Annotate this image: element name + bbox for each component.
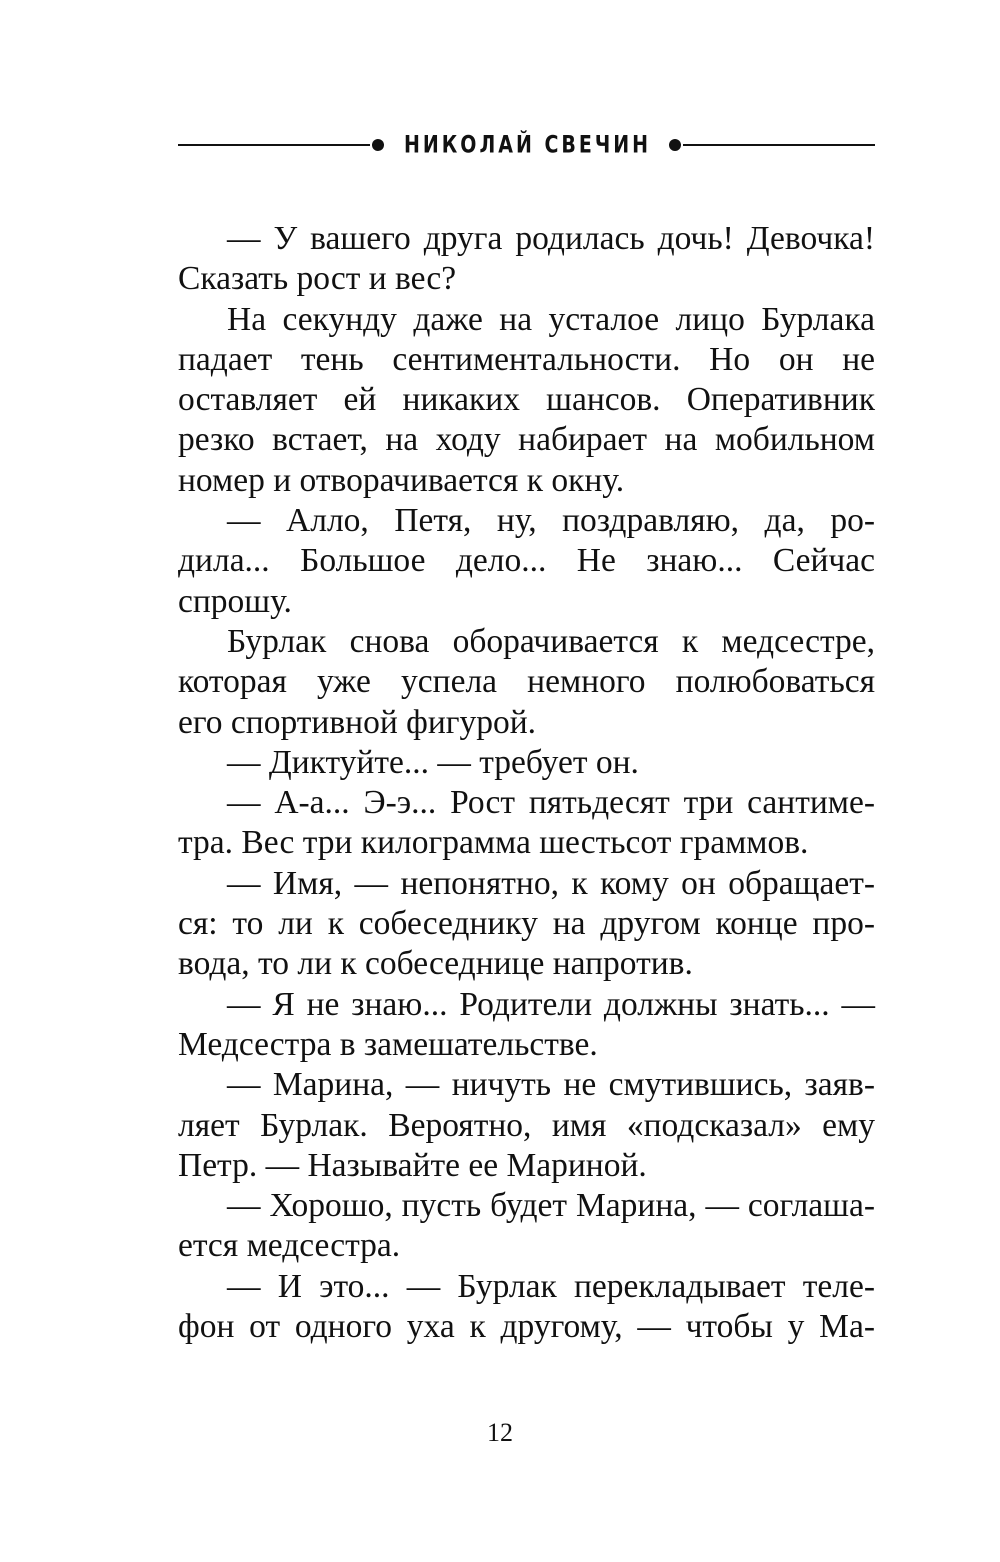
header-rule-right [683, 144, 875, 146]
text-line: — Хорошо, пусть будет Марина, — соглаша- [227, 1187, 875, 1225]
text-line: — Марина, — ничуть не смутившись, заяв- [227, 1066, 875, 1104]
header-rule-left [178, 144, 370, 146]
text-line: ляет Бурлак. Вероятно, имя «подсказал» ему [178, 1106, 875, 1144]
text-line: дила... Большое дело... Не знаю... Сейчас [178, 542, 875, 580]
text-line: — Имя, — непонятно, к кому он обращает- [227, 864, 875, 902]
text-line: спрошу. [178, 582, 292, 620]
running-header [178, 127, 875, 163]
header-bullet-left [372, 139, 384, 151]
page-number: 12 [487, 1418, 513, 1447]
text-line: На секунду даже на усталое лицо Бурлака [227, 300, 875, 338]
text-line: ется медсестра. [178, 1227, 401, 1265]
text-line: резко встает, на ходу набирает на мобильном [178, 421, 875, 459]
text-line: его спортивной фигурой. [178, 703, 537, 741]
text-line: которая уже успела немного полюбоваться [178, 663, 875, 701]
text-line: Бурлак снова оборачивается к медсестре, [227, 622, 875, 660]
text-line: Сказать рост и вес? [178, 260, 457, 298]
running-header-author: НИКОЛАЙ СВЕЧИН [403, 131, 652, 159]
text-line: тра. Вес три килограмма шестьсот граммов. [178, 824, 809, 862]
text-line: — И это... — Бурлак перекладывает теле- [227, 1267, 875, 1305]
header-bullet-right [669, 139, 681, 151]
text-line: номер и отворачивается к окну. [178, 461, 625, 499]
text-line: — Алло, Петя, ну, поздравляю, да, ро- [227, 502, 875, 540]
text-line: вода, то ли к собеседнице напротив. [178, 945, 693, 983]
text-line: оставляет ей никаких шансов. Оперативник [178, 381, 875, 419]
text-line: ся: то ли к собеседнику на другом конце про- [178, 905, 875, 943]
text-line: фон от одного уха к другому, — чтобы у Ма- [178, 1308, 875, 1346]
text-line: падает тень сентиментальности. Но он не [178, 340, 875, 378]
text-line: — Диктуйте... — требует он. [227, 743, 639, 781]
text-line: — Я не знаю... Родители должны знать... — [227, 985, 875, 1023]
text-line: Петр. — Называйте ее Мариной. [178, 1146, 647, 1184]
text-line: — А-а... Э-э... Рост пятьдесят три сантиме- [227, 784, 875, 822]
text-line: — У вашего друга родилась дочь! Девочка! [227, 220, 875, 257]
text-line: Медсестра в замешательстве. [178, 1025, 598, 1063]
body-text [178, 219, 875, 1347]
